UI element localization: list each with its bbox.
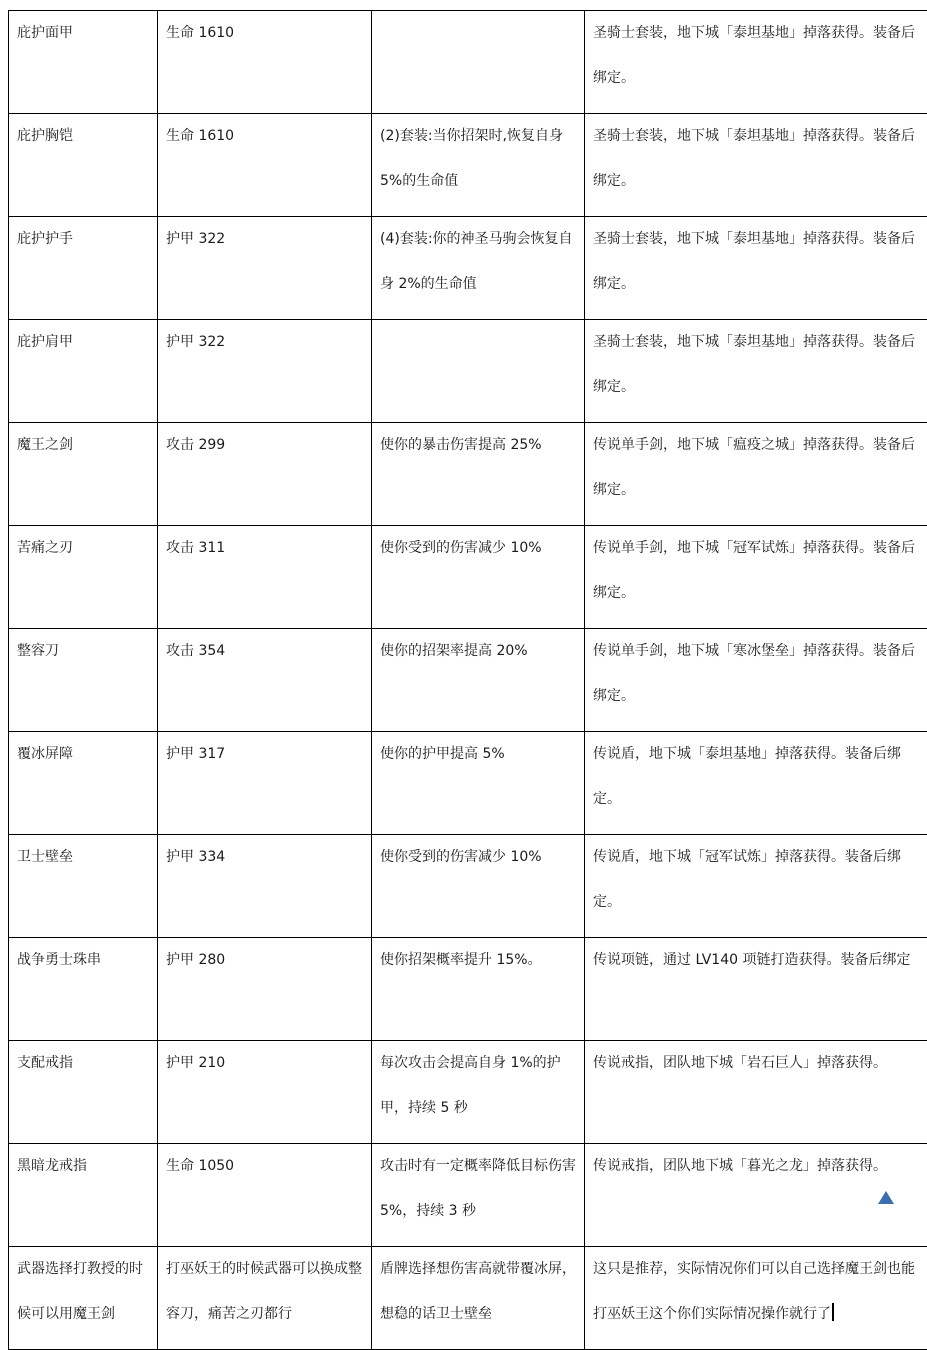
item-name-cell[interactable] [9, 1247, 158, 1350]
item-effect-cell[interactable] [372, 320, 585, 423]
item-effect-cell[interactable] [372, 114, 585, 217]
item-source-text: 传说项链，通过 LV140 项链打造获得。装备后绑定 [593, 938, 920, 983]
table-row [9, 938, 927, 1041]
item-name-text: 庇护肩甲 [17, 320, 149, 365]
item-source-text: 传说戒指，团队地下城「暮光之龙」掉落获得。 [593, 1144, 920, 1189]
item-effect-cell[interactable] [372, 1247, 585, 1350]
item-attribute-text: 护甲 317 [166, 732, 363, 777]
item-attribute-cell[interactable] [158, 11, 372, 114]
item-name-text: 庇护面甲 [17, 11, 149, 56]
item-name-cell[interactable] [9, 1041, 158, 1144]
item-source-text: 圣骑士套装，地下城「泰坦基地」掉落获得。装备后绑定。 [593, 114, 920, 204]
item-name-cell[interactable] [9, 1144, 158, 1247]
item-source-text: 圣骑士套装，地下城「泰坦基地」掉落获得。装备后绑定。 [593, 217, 920, 307]
item-effect-text: 使你招架概率提升 15%。 [380, 938, 576, 983]
equipment-table [8, 10, 927, 1350]
table-row [9, 320, 927, 423]
item-effect-text: 使你的暴击伤害提高 25% [380, 423, 576, 468]
item-effect-cell[interactable] [372, 835, 585, 938]
item-effect-cell[interactable] [372, 1041, 585, 1144]
item-effect-text: 盾牌选择想伤害高就带覆冰屏，想稳的话卫士壁垒 [380, 1247, 576, 1337]
table-row [9, 114, 927, 217]
item-effect-text: 使你的招架率提高 20% [380, 629, 576, 674]
item-attribute-cell[interactable] [158, 732, 372, 835]
item-name-cell[interactable] [9, 526, 158, 629]
item-effect-cell[interactable] [372, 526, 585, 629]
table-row [9, 11, 927, 114]
item-source-cell[interactable] [585, 114, 927, 217]
item-effect-cell[interactable] [372, 938, 585, 1041]
item-source-cell[interactable] [585, 526, 927, 629]
item-source-cell[interactable] [585, 835, 927, 938]
item-attribute-text: 打巫妖王的时候武器可以换成整容刀，痛苦之刃都行 [166, 1247, 363, 1337]
item-attribute-cell[interactable] [158, 217, 372, 320]
item-source-text: 传说单手剑，地下城「冠军试炼」掉落获得。装备后绑定。 [593, 526, 920, 616]
item-name-text: 卫士壁垒 [17, 835, 149, 880]
item-effect-text: (2)套装:当你招架时,恢复自身5%的生命值 [380, 114, 576, 204]
item-name-text: 支配戒指 [17, 1041, 149, 1086]
item-source-cell[interactable] [585, 320, 927, 423]
table-row [9, 1144, 927, 1247]
table-row [9, 423, 927, 526]
item-source-text: 传说盾，地下城「泰坦基地」掉落获得。装备后绑定。 [593, 732, 920, 822]
item-attribute-cell[interactable] [158, 423, 372, 526]
item-attribute-cell[interactable] [158, 1247, 372, 1350]
item-name-text: 武器选择打教授的时候可以用魔王剑 [17, 1247, 149, 1337]
item-name-cell[interactable] [9, 423, 158, 526]
item-source-text: 圣骑士套装，地下城「泰坦基地」掉落获得。装备后绑定。 [593, 11, 920, 101]
item-name-cell[interactable] [9, 938, 158, 1041]
item-source-cell[interactable] [585, 11, 927, 114]
item-name-text: 庇护胸铠 [17, 114, 149, 159]
item-source-cell[interactable] [585, 1247, 927, 1350]
item-source-cell[interactable] [585, 1041, 927, 1144]
item-name-text: 庇护护手 [17, 217, 149, 262]
item-source-cell[interactable] [585, 938, 927, 1041]
item-name-text: 苦痛之刃 [17, 526, 149, 571]
item-source-cell[interactable] [585, 732, 927, 835]
item-effect-text: 每次攻击会提高自身 1%的护甲，持续 5 秒 [380, 1041, 576, 1131]
item-attribute-text: 生命 1610 [166, 114, 363, 159]
item-attribute-cell[interactable] [158, 629, 372, 732]
item-name-text: 战争勇士珠串 [17, 938, 149, 983]
item-attribute-cell[interactable] [158, 114, 372, 217]
item-name-text: 魔王之剑 [17, 423, 149, 468]
table-row [9, 1041, 927, 1144]
item-name-cell[interactable] [9, 320, 158, 423]
item-attribute-cell[interactable] [158, 1041, 372, 1144]
item-attribute-text: 生命 1050 [166, 1144, 363, 1189]
table-row [9, 835, 927, 938]
item-source-text: 圣骑士套装，地下城「泰坦基地」掉落获得。装备后绑定。 [593, 320, 920, 410]
item-name-cell[interactable] [9, 732, 158, 835]
table-body [9, 11, 927, 1350]
item-attribute-cell[interactable] [158, 526, 372, 629]
item-attribute-cell[interactable] [158, 938, 372, 1041]
item-attribute-text: 护甲 322 [166, 320, 363, 365]
item-attribute-text: 生命 1610 [166, 11, 363, 56]
table-row [9, 629, 927, 732]
item-name-text: 整容刀 [17, 629, 149, 674]
item-source-text: 这只是推荐，实际情况你们可以自己选择魔王剑也能打巫妖王这个你们实际情况操作就行了 [593, 1247, 920, 1337]
item-source-text: 传说戒指，团队地下城「岩石巨人」掉落获得。 [593, 1041, 920, 1086]
item-source-cell[interactable] [585, 217, 927, 320]
item-name-cell[interactable] [9, 114, 158, 217]
table-row [9, 732, 927, 835]
up-triangle-icon[interactable] [878, 1191, 894, 1204]
item-effect-text: 使你受到的伤害减少 10% [380, 526, 576, 571]
text-caret-icon [832, 1303, 834, 1321]
item-effect-text: 使你的护甲提高 5% [380, 732, 576, 777]
item-effect-cell[interactable] [372, 217, 585, 320]
item-effect-cell[interactable] [372, 629, 585, 732]
item-effect-text: 攻击时有一定概率降低目标伤害 5%，持续 3 秒 [380, 1144, 576, 1234]
item-effect-cell[interactable] [372, 11, 585, 114]
item-effect-cell[interactable] [372, 1144, 585, 1247]
item-attribute-text: 攻击 311 [166, 526, 363, 571]
item-attribute-text: 护甲 280 [166, 938, 363, 983]
item-effect-text: (4)套装:你的神圣马驹会恢复自身 2%的生命值 [380, 217, 576, 307]
table-row [9, 1247, 927, 1350]
item-source-text: 传说单手剑，地下城「瘟疫之城」掉落获得。装备后绑定。 [593, 423, 920, 513]
item-source-cell[interactable] [585, 1144, 927, 1247]
item-attribute-text: 护甲 334 [166, 835, 363, 880]
item-attribute-cell[interactable] [158, 320, 372, 423]
item-source-cell[interactable] [585, 629, 927, 732]
item-attribute-text: 护甲 210 [166, 1041, 363, 1086]
item-name-cell[interactable] [9, 217, 158, 320]
item-name-cell[interactable] [9, 11, 158, 114]
item-name-cell[interactable] [9, 629, 158, 732]
item-attribute-cell[interactable] [158, 1144, 372, 1247]
item-source-text: 传说盾，地下城「冠军试炼」掉落获得。装备后绑定。 [593, 835, 920, 925]
table-row [9, 217, 927, 320]
item-effect-cell[interactable] [372, 423, 585, 526]
item-name-text: 黑暗龙戒指 [17, 1144, 149, 1189]
item-attribute-cell[interactable] [158, 835, 372, 938]
item-source-text: 传说单手剑，地下城「寒冰堡垒」掉落获得。装备后绑定。 [593, 629, 920, 719]
item-effect-text: 使你受到的伤害减少 10% [380, 835, 576, 880]
item-attribute-text: 攻击 299 [166, 423, 363, 468]
item-name-text: 覆冰屏障 [17, 732, 149, 777]
item-effect-cell[interactable] [372, 732, 585, 835]
item-name-cell[interactable] [9, 835, 158, 938]
table-row [9, 526, 927, 629]
item-attribute-text: 护甲 322 [166, 217, 363, 262]
item-source-cell[interactable] [585, 423, 927, 526]
item-attribute-text: 攻击 354 [166, 629, 363, 674]
